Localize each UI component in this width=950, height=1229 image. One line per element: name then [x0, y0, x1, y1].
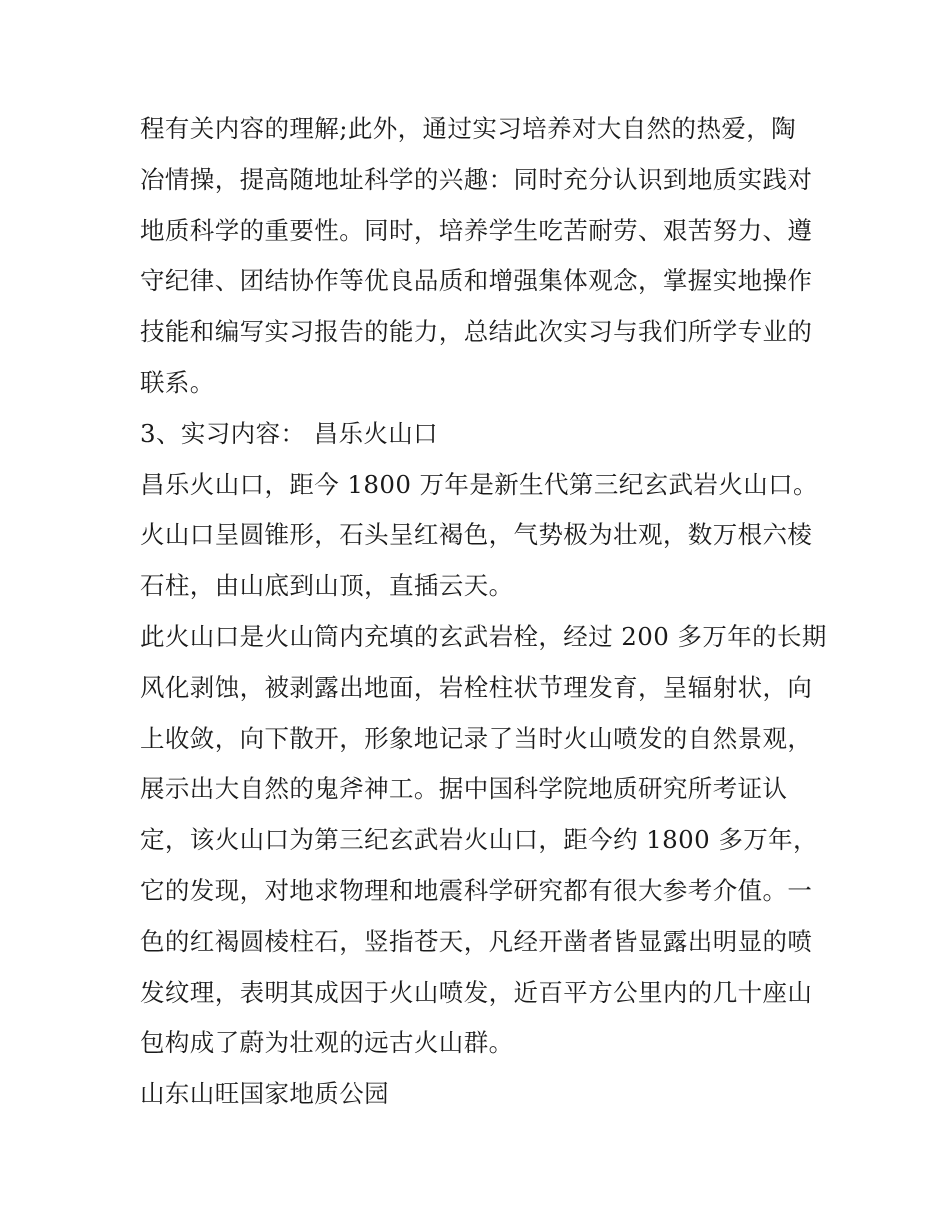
text-line: 上收敛，向下散开，形象地记录了当时火山喷发的自然景观， — [140, 723, 813, 753]
text-line: 色的红褐圆棱柱石，竖指苍天，凡经开凿者皆显露出明显的喷 — [140, 926, 813, 956]
text-line: 风化剥蚀，被剥露出地面，岩栓柱状节理发育，呈辐射状，向 — [140, 672, 813, 702]
text-line: 技能和编写实习报告的能力，总结此次实习与我们所学专业的 — [140, 317, 813, 347]
text-line: 发纹理，表明其成因于火山喷发，近百平方公里内的几十座山 — [140, 977, 813, 1007]
text-line: 程有关内容的理解;此外，通过实习培养对大自然的热爱，陶 — [140, 114, 797, 143]
text-line: 守纪律、团结协作等优良品质和增强集体观念，掌握实地操作 — [140, 266, 813, 296]
text-line: 展示出大自然的鬼斧神工。据中国科学院地质研究所考证认 — [140, 774, 788, 804]
text-line: 昌乐火山口，距今 1800 万年是新生代第三纪玄武岩火山口。 — [140, 469, 818, 499]
text-line: 冶情操，提高随地址科学的兴趣：同时充分认识到地质实践对 — [140, 164, 813, 194]
text-line: 石柱，由山底到山顶，直插云天。 — [140, 571, 514, 601]
text-line: 包构成了蔚为壮观的远古火山群。 — [140, 1028, 514, 1058]
subsection-heading: 山东山旺国家地质公园 — [140, 1079, 389, 1109]
text-line: 它的发现，对地求物理和地震科学研究都有很大参考介值。一 — [140, 875, 813, 905]
text-line: 火山口呈圆锥形，石头呈红褐色，气势极为壮观，数万根六棱 — [140, 520, 813, 550]
text-line: 联系。 — [140, 367, 215, 397]
text-line: 定，该火山口为第三纪玄武岩火山口，距今约 1800 多万年， — [140, 825, 818, 855]
text-line: 地质科学的重要性。同时，培养学生吃苦耐劳、艰苦努力、遵 — [140, 215, 813, 245]
document-body — [140, 104, 827, 1120]
text-line: 此火山口是火山筒内充填的玄武岩栓，经过 200 多万年的长期 — [140, 621, 827, 651]
section-heading: 3、实习内容： 昌乐火山口 — [140, 418, 439, 448]
